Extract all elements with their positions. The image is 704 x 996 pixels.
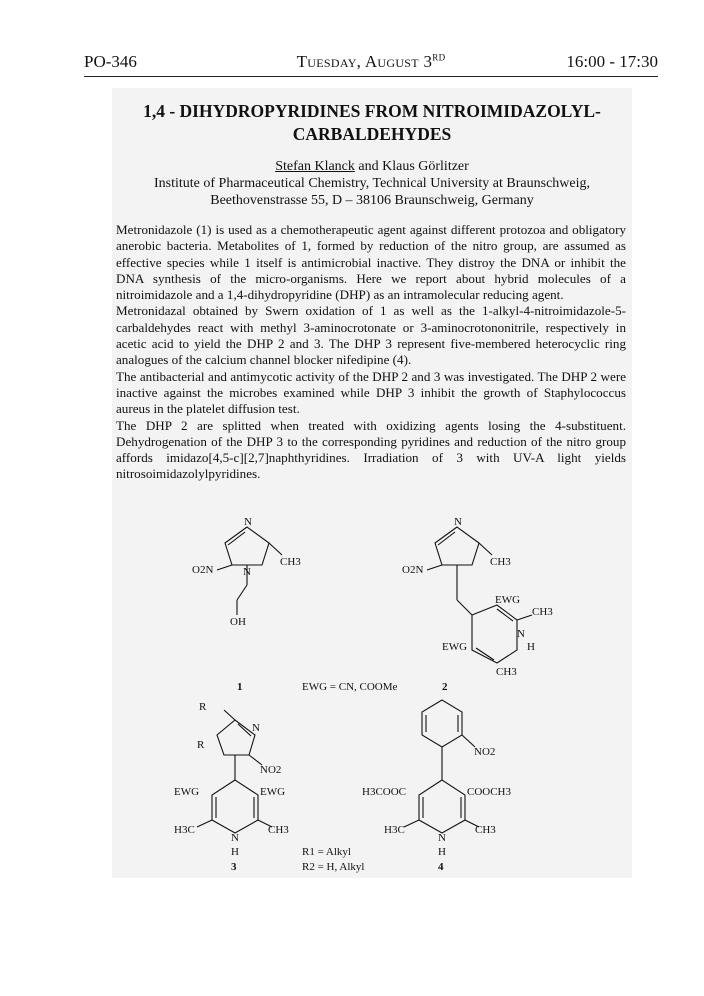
c3-label-h3c: H3C — [174, 824, 195, 836]
c2-label-o2n: O2N — [402, 564, 424, 576]
c3-label-ewg-r: EWG — [260, 786, 286, 798]
c3-label-ewg-l: EWG — [174, 786, 200, 798]
c2-label-nh-h: H — [527, 641, 535, 653]
c4-label-ester-l: H3COOC — [362, 786, 407, 798]
co-authors: and Klaus Görlitzer — [354, 159, 469, 174]
c2-label-nh-n: N — [517, 628, 525, 640]
c3-label-ch3: CH3 — [268, 824, 289, 836]
c4-label-ch3: CH3 — [475, 824, 496, 836]
title-line-2: CARBALDEHYDES — [292, 124, 452, 144]
compound-4-number: 4 — [438, 861, 444, 873]
c3-label-nh-h: H — [231, 846, 239, 858]
affiliation-line-1: Institute of Pharmaceutical Chemistry, Technical University at Braunschweig, — [153, 176, 590, 191]
c4-label-no2: NO2 — [474, 746, 496, 758]
compound-1-number: 1 — [237, 681, 243, 693]
structures-figure — [112, 515, 632, 880]
title-line-1: 1,4 - DIHYDROPYRIDINES FROM NITROIMIDAZOLYL- — [143, 101, 601, 121]
c2-label-ch3-r: CH3 — [532, 606, 553, 618]
c2-label-n: N — [454, 516, 462, 528]
c4-label-nh-h: H — [438, 846, 446, 858]
paragraph: The antibacterial and antimycotic activity of the DHP 2 and 3 was investigated. The DHP 2 were inactive against the microbes examined while DHP 3 inhibit the growth of Staphylococcus aureus in the platelet diffusion test. — [116, 368, 626, 417]
c4-label-ester-r: COOCH3 — [467, 786, 512, 798]
compound-4-structure — [404, 700, 479, 833]
poster-code: PO-346 — [84, 52, 137, 71]
compound-2-number: 2 — [442, 681, 448, 693]
c2-label-ch3: CH3 — [490, 556, 511, 568]
paragraph: The DHP 2 are splitted when treated with oxidizing agents losing the 4-substituent. Dehydrogenation of the DHP 3 to the corresponding pyridines and reduction of the nitro group affords imidazo[4,5-c][2,7]naphthyridines. Irradiation of 3 with UV-A light yields nitrosoimidazolylpyridines. — [116, 417, 626, 482]
session-time: 16:00 - 17:30 — [566, 52, 658, 71]
c2-label-ewg-top: EWG — [495, 594, 521, 606]
c1-label-o2n: O2N — [192, 564, 214, 576]
affiliation-line-2: Beethovenstrasse 55, D – 38106 Braunschweig, Germany — [210, 193, 534, 208]
r1-note: R1 = Alkyl — [302, 846, 351, 858]
page-header — [84, 52, 658, 76]
c1-label-n1: N — [243, 566, 251, 578]
c3-label-no2: NO2 — [260, 764, 282, 776]
header-rule — [84, 76, 658, 77]
c4-label-nh-n: N — [438, 832, 446, 844]
c3-label-nh-n: N — [231, 832, 239, 844]
c1-label-oh: OH — [230, 616, 246, 628]
authors-block — [112, 158, 632, 209]
compound-3-number: 3 — [231, 861, 237, 873]
session-day-text: Tuesday, August 3 — [296, 52, 433, 71]
c2-label-ch3-b: CH3 — [496, 666, 517, 678]
abstract-title — [112, 100, 632, 146]
author-line — [112, 158, 632, 175]
c2-label-ewg-left: EWG — [442, 641, 468, 653]
paragraph: Metronidazal obtained by Swern oxidation of 1 as well as the 1-alkyl-4-nitroimidazole-5-carbaldehydes react with methyl 3-aminocrotonate or 3-aminocrotononitrile, respectively in acetic acid to yield the DHP 2 and 3. The DHP 3 represent five-membered heterocyclic ring analogues of the calcium channel blocker nifedipine (4). — [116, 303, 626, 368]
c1-label-ch3: CH3 — [280, 556, 301, 568]
abstract-body — [116, 222, 626, 483]
c3-label-r1: R — [197, 739, 205, 751]
presenting-author: Stefan Klanck — [275, 159, 355, 174]
c4-label-h3c: H3C — [384, 824, 405, 836]
ewg-note: EWG = CN, COOMe — [302, 681, 398, 693]
r2-note: R2 = H, Alkyl — [302, 861, 365, 873]
c3-label-n3: N — [252, 722, 260, 734]
paragraph: Metronidazole (1) is used as a chemotherapeutic agent against different protozoa and obligatory anerobic bacteria. Metabolites of 1, formed by reduction of the nitro group, are assumed as effective species while 1 itself is antimicrobial inactive. They distroy the DNA or inhibit the DNA synthesis of the micro-organisms. Here we report about hybrid molecules of a nitroimidazole and a 1,4-dihydropyridine (DHP) as an intramolecular reducing agent. — [116, 222, 626, 303]
c3-label-r2: R — [199, 701, 207, 713]
c1-label-n: N — [244, 516, 252, 528]
session-day-sup: RD — [432, 52, 446, 63]
